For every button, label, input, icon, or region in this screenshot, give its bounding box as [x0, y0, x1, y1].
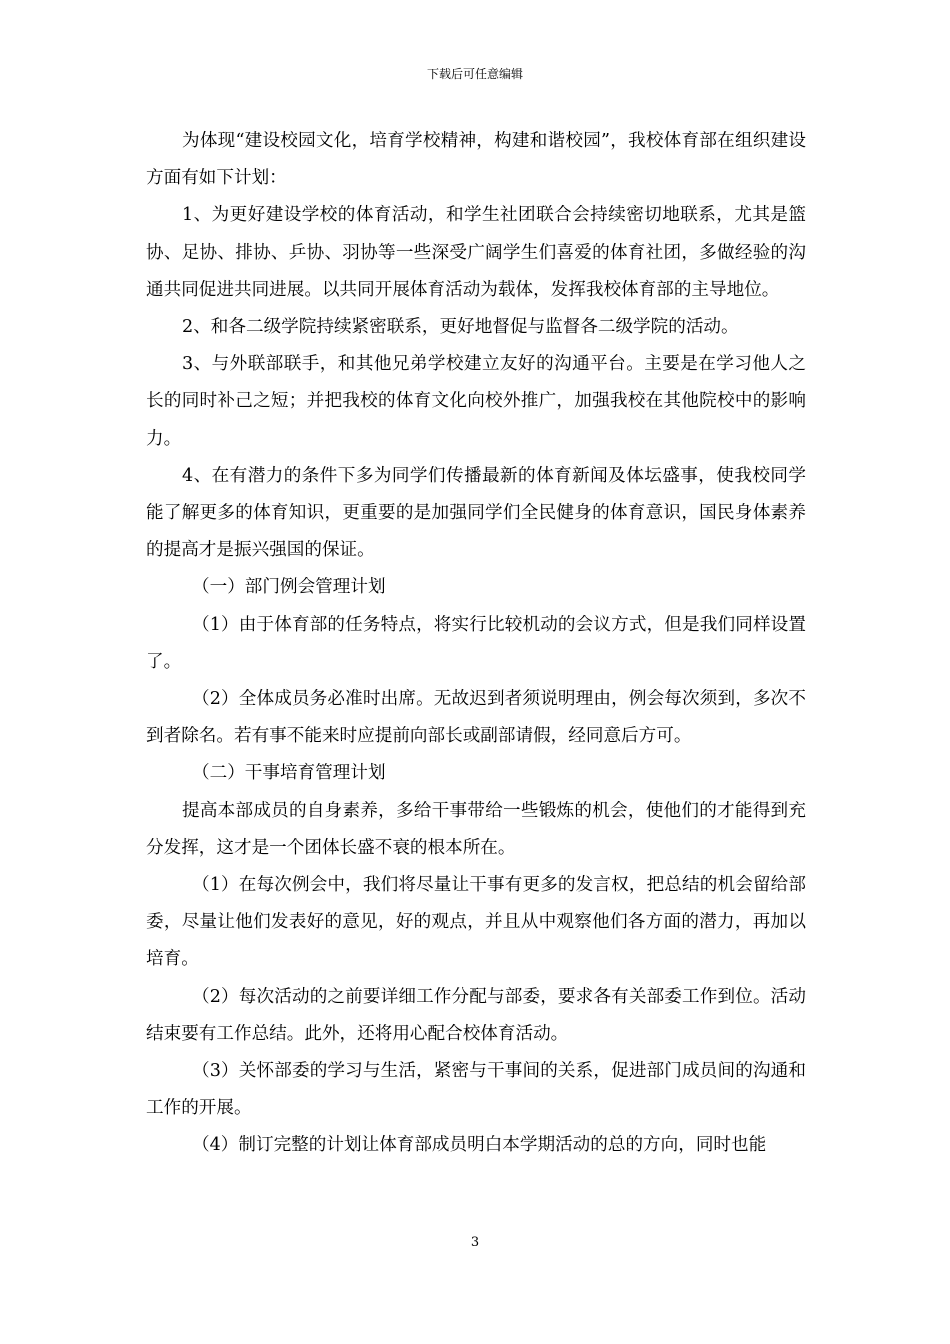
paragraph: （4）制订完整的计划让体育部成员明白本学期活动的总的方向，同时也能 [192, 1135, 767, 1156]
paragraph: 1、为更好建设学校的体育活动，和学生社团联合会持续密切地联系，尤其是篮协、足协、排协、乒协、羽协等一些深受广阔学生们喜爱的体育社团，多做经验的沟通共同促进共同进展。以共同开展体育活动为载体，发挥我校体育部的主导地位。 [146, 205, 806, 300]
document-body [146, 123, 806, 1165]
paragraph: （1）在每次例会中，我们将尽量让干事有更多的发言权，把总结的机会留给部委，尽量让他们发表好的意见，好的观点，并且从中观察他们各方面的潜力，再加以培育。 [146, 875, 806, 970]
paragraph: 3、与外联部联手，和其他兄弟学校建立友好的沟通平台。主要是在学习他人之长的同时补己之短；并把我校的体育文化向校外推广，加强我校在其他院校中的影响力。 [146, 354, 806, 449]
paragraph: 提高本部成员的自身素养，多给干事带给一些锻炼的机会，使他们的才能得到充分发挥，这才是一个团体长盛不衰的根本所在。 [146, 800, 806, 858]
paragraph: 为体现“建设校园文化，培育学校精神，构建和谐校园”，我校体育部在组织建设方面有如下计划： [146, 131, 806, 189]
section-heading: （一）部门例会管理计划 [192, 577, 386, 598]
page-header: 下载后可任意编辑 [426, 67, 523, 81]
paragraph: （3）关怀部委的学习与生活，紧密与干事间的关系，促进部门成员间的沟通和工作的开展。 [146, 1061, 806, 1119]
paragraph: 4、在有潜力的条件下多为同学们传播最新的体育新闻及体坛盛事，使我校同学能了解更多的体育知识，更重要的是加强同学们全民健身的体育意识，国民身体素养的提高才是振兴强国的保证。 [146, 465, 806, 561]
paragraph: （1）由于体育部的任务特点，将实行比较机动的会议方式，但是我们同样设置了。 [146, 614, 806, 672]
page-number: 3 [470, 1235, 480, 1250]
paragraph: 2、和各二级学院持续紧密联系，更好地督促与监督各二级学院的活动。 [182, 317, 739, 338]
paragraph: （2）每次活动的之前要详细工作分配与部委，要求各有关部委工作到位。活动结束要有工作总结。此外，还将用心配合校体育活动。 [146, 986, 806, 1044]
paragraph: （2）全体成员务必准时出席。无故迟到者须说明理由，例会每次须到，多次不到者除名。若有事不能来时应提前向部长或副部请假，经同意后方可。 [146, 689, 806, 747]
section-heading: （二）干事培育管理计划 [192, 763, 386, 784]
